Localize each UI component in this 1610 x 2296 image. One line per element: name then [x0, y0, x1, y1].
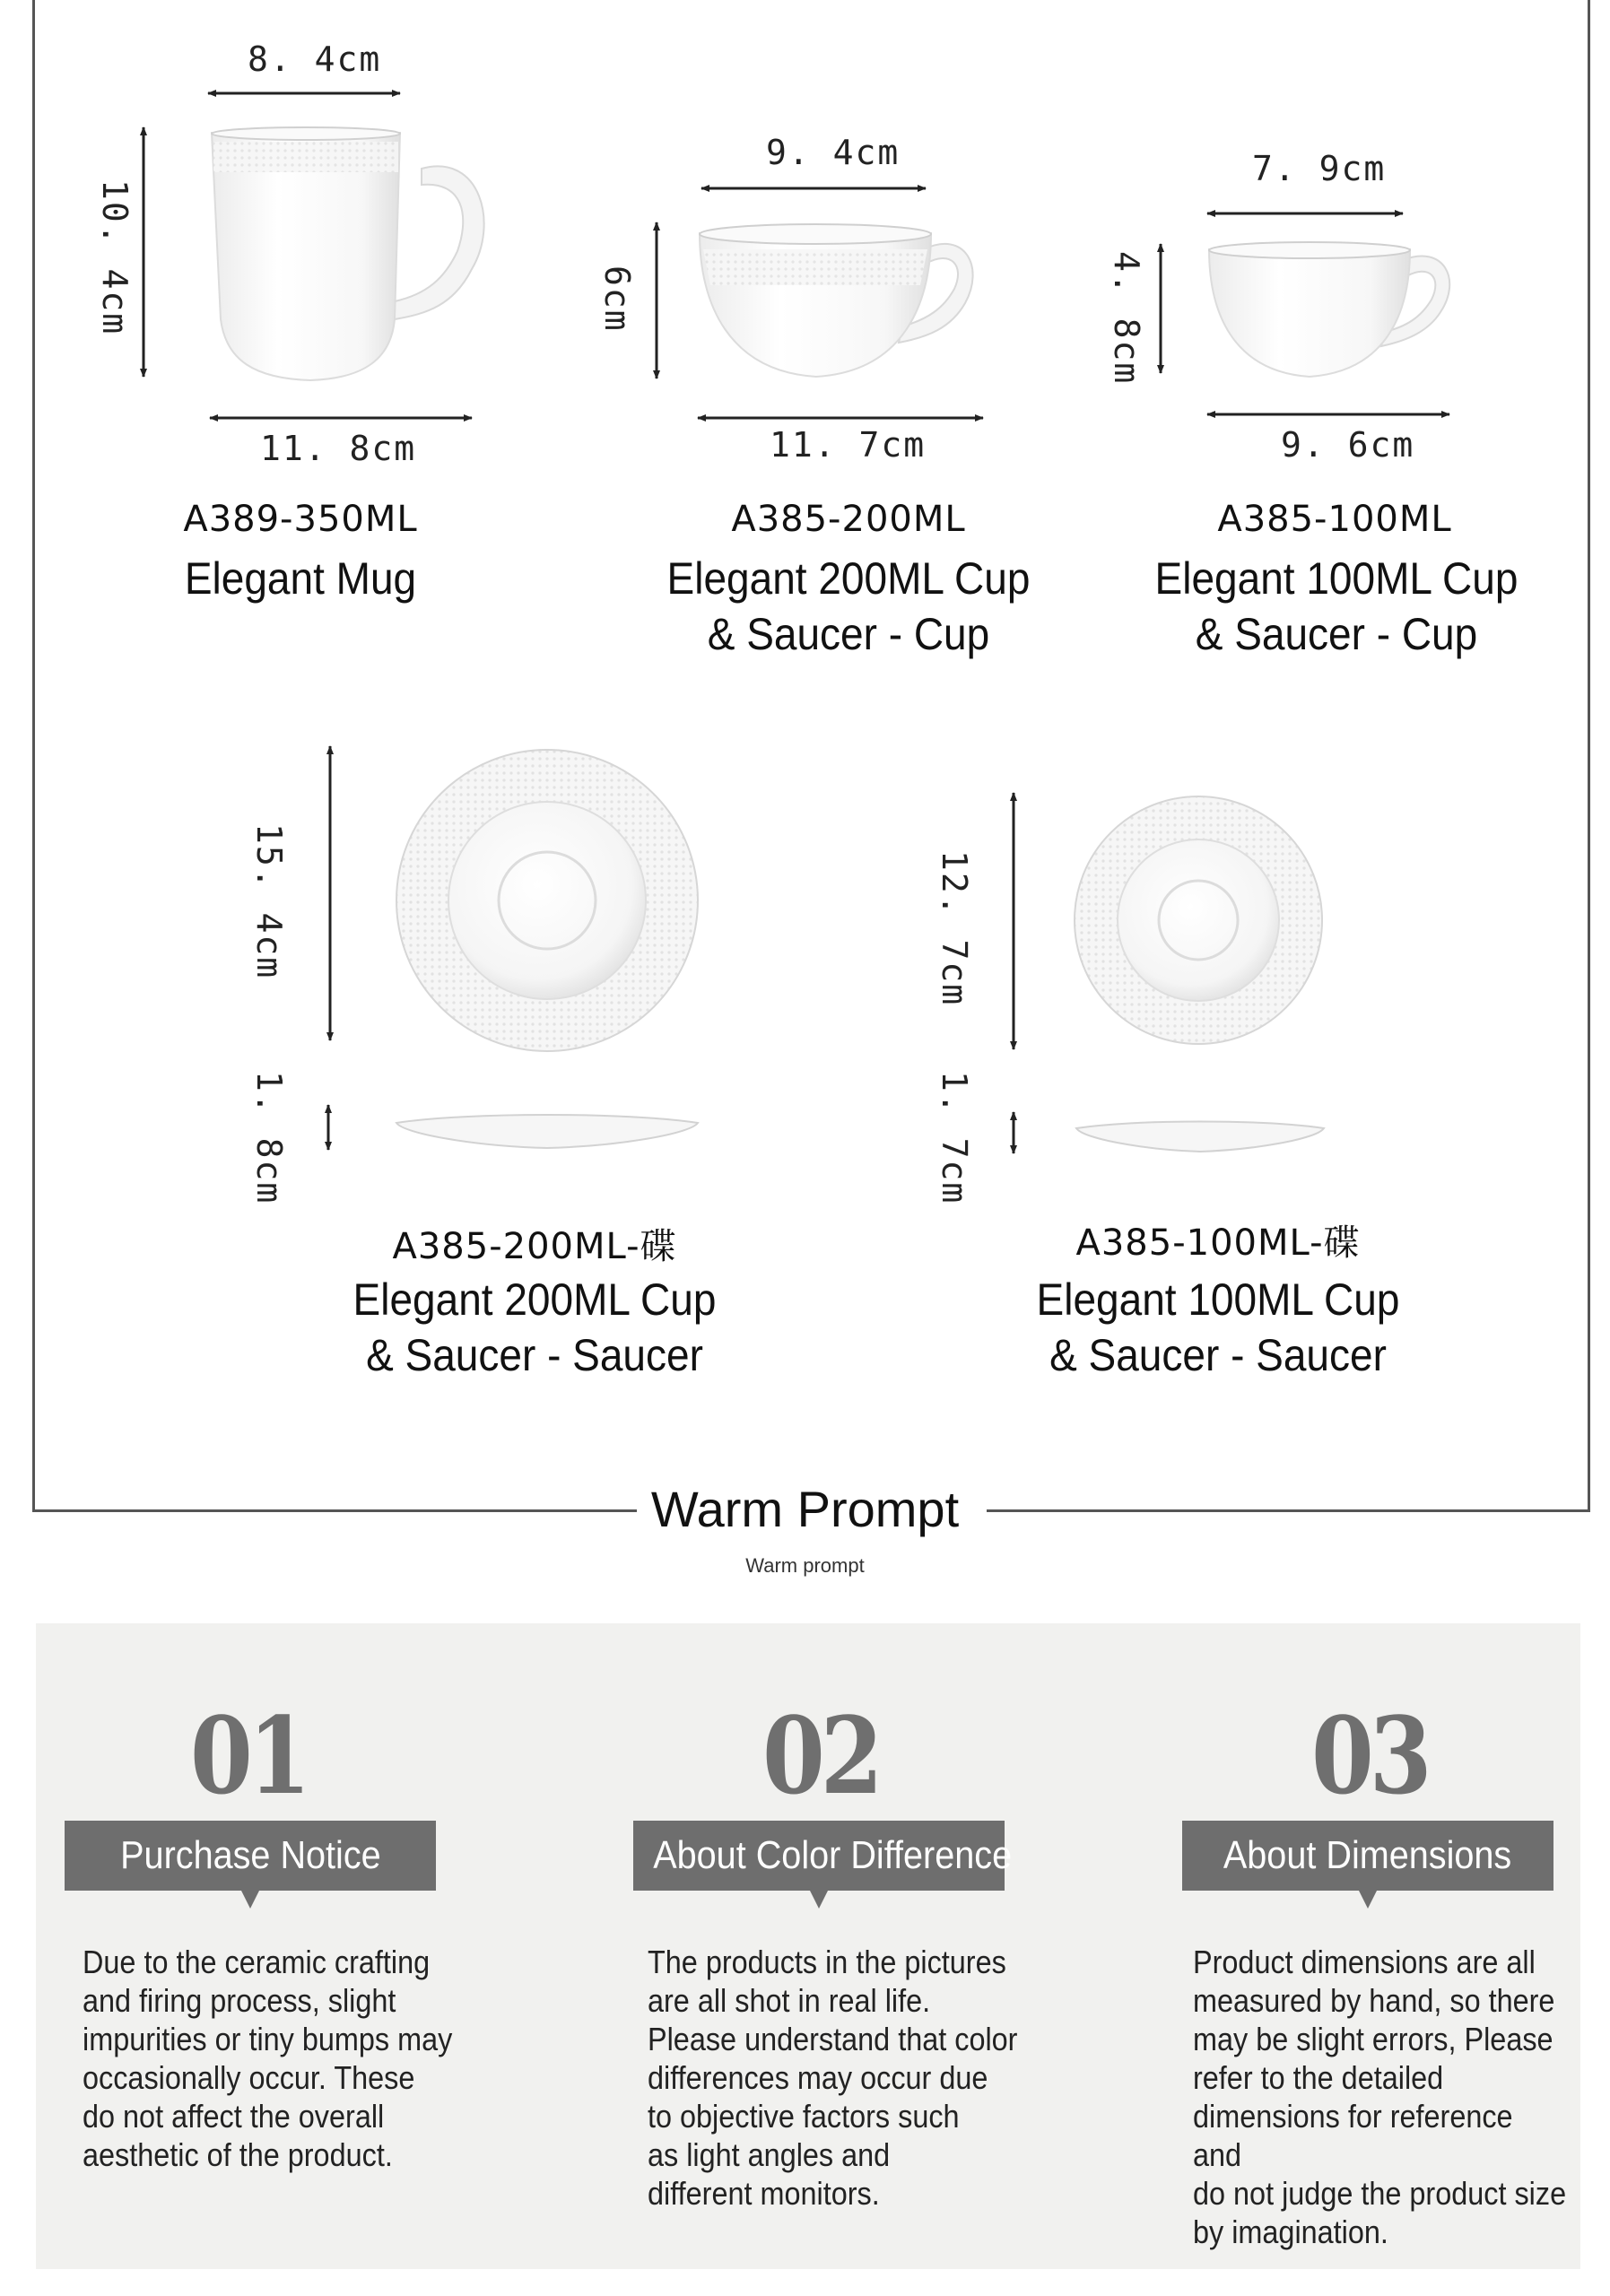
notice-1-pointer	[241, 1891, 259, 1909]
cup200-width-bottom-label: 11. 7cm	[770, 425, 927, 465]
cup200-code: A385-200ML	[731, 499, 966, 540]
saucer200-name-line1: Elegant 200ML Cup	[352, 1274, 717, 1325]
notice-2-heading-tag	[633, 1821, 1013, 1891]
saucer100-thickness-label: 1. 7cm	[935, 1071, 974, 1205]
cup200-name-line2: & Saucer - Cup	[707, 609, 990, 659]
notice-3-number: 03	[1311, 1693, 1428, 1818]
saucer200-code: A385-200ML-碟	[392, 1226, 677, 1267]
cup100-height-label: 4. 8cm	[1107, 251, 1146, 386]
mug-width-top-label: 8. 4cm	[248, 39, 382, 79]
saucer200-diameter-label: 15. 4cm	[249, 823, 289, 980]
saucer200-thickness-label: 1. 8cm	[249, 1071, 289, 1205]
mug-code: A389-350ML	[183, 499, 418, 540]
cup100-width-top-label: 7. 9cm	[1252, 149, 1387, 188]
cup100-name-line1: Elegant 100ML Cup	[1154, 553, 1519, 604]
notice-1-heading: Purchase Notice	[119, 1833, 381, 1877]
saucer200-name-line2: & Saucer - Saucer	[366, 1330, 703, 1380]
notice-1-heading-tag	[65, 1821, 436, 1891]
notice-3-heading-tag	[1182, 1821, 1553, 1891]
notice-2-heading: About Color Difference	[653, 1833, 1013, 1877]
cup200-name-line1: Elegant 200ML Cup	[666, 553, 1031, 604]
cup100-name-line2: & Saucer - Cup	[1195, 609, 1478, 659]
notice-3-pointer	[1359, 1891, 1377, 1909]
notice-2-body: The products in the pictures are all shot in real life. Please understand that color differences may occur due to objective factors such as light angles and different monitors.	[648, 1944, 1018, 2212]
saucer100-side-image	[1075, 1114, 1326, 1155]
notice-3-heading: About Dimensions	[1223, 1833, 1512, 1877]
notice-1-number: 01	[190, 1693, 307, 1818]
notice-1-body: Due to the ceramic crafting and firing process, slight impurities or tiny bumps may occasionally occur. These do not affect the overall aesthetic of the product.	[83, 1944, 453, 2173]
notice-2-pointer	[810, 1891, 828, 1909]
mug-name-line1: Elegant Mug	[184, 553, 417, 604]
saucer100-name-line1: Elegant 100ML Cup	[1036, 1274, 1400, 1325]
notice-3-body: Product dimensions are all measured by hand, so there may be slight errors, Please refer to the detailed dimensions for reference and do not judge the product size by imagination.	[1193, 1944, 1567, 2250]
cup100-width-bottom-label: 9. 6cm	[1281, 425, 1415, 465]
saucer100-diameter-label: 12. 7cm	[935, 850, 974, 1007]
saucer100-top-image	[1071, 793, 1326, 1048]
cup200-height-label: 6cm	[597, 265, 637, 333]
warm-prompt-title: Warm Prompt	[650, 1481, 960, 1537]
saucer100-name-line2: & Saucer - Saucer	[1049, 1330, 1387, 1380]
warm-prompt-subtitle: Warm prompt	[745, 1554, 865, 1577]
saucer100-code: A385-100ML-碟	[1075, 1222, 1361, 1264]
mug-height-label: 10. 4cm	[95, 179, 135, 336]
cup200-width-top-label: 9. 4cm	[766, 133, 901, 172]
mug-width-bottom-label: 11. 8cm	[260, 429, 417, 468]
cup100-code: A385-100ML	[1217, 499, 1452, 540]
notice-2-number: 02	[762, 1693, 879, 1818]
